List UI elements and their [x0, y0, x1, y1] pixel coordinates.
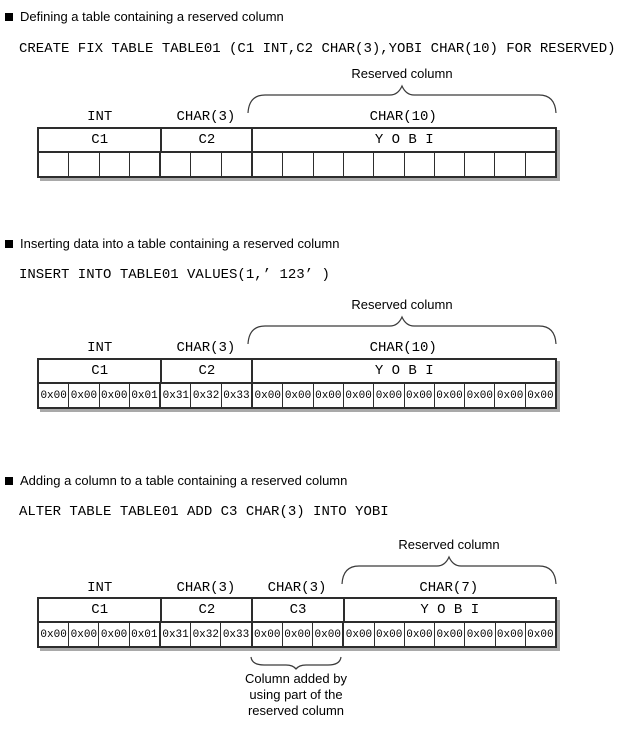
reserved-column-label: Reserved column	[398, 537, 500, 552]
sql-statement: CREATE FIX TABLE TABLE01 (C1 INT,C2 CHAR(3),YOBI CHAR(10) FOR RESERVED)	[19, 41, 616, 57]
byte-cell	[129, 153, 159, 176]
column-header-cell: C1	[91, 363, 109, 379]
type-label: CHAR(3)	[267, 580, 327, 596]
sql-statement: INSERT INTO TABLE01 VALUES(1,’ 123’ )	[19, 267, 330, 283]
byte-cell: 0x00	[99, 384, 129, 407]
byte-cell-row	[39, 153, 555, 176]
byte-cell: 0x00	[98, 623, 128, 646]
section-heading-text: Defining a table containing a reserved column	[20, 9, 284, 24]
column-header-cell: C1	[91, 132, 109, 148]
byte-cell: 0x00	[342, 623, 373, 646]
column-header-cell: C2	[160, 129, 251, 151]
section-heading	[5, 236, 339, 251]
type-label: INT	[87, 580, 113, 596]
type-label: CHAR(3)	[176, 580, 236, 596]
byte-cell	[39, 153, 68, 176]
column-header-cell: C2	[160, 599, 251, 621]
bullet-square-icon	[5, 477, 13, 485]
type-label-row	[39, 109, 555, 125]
byte-cell: 0x33	[221, 384, 251, 407]
byte-cell: 0x00	[68, 384, 98, 407]
byte-cell	[343, 153, 373, 176]
type-label: CHAR(3)	[176, 109, 236, 125]
column-header-cell: C1	[91, 602, 109, 618]
bullet-square-icon	[5, 240, 13, 248]
type-label: CHAR(3)	[176, 340, 236, 356]
byte-cell: 0x00	[251, 623, 282, 646]
byte-cell	[434, 153, 464, 176]
section-heading-text: Adding a column to a table containing a reserved column	[20, 473, 348, 488]
section-heading	[5, 473, 347, 488]
column-header-cell: C2	[160, 360, 251, 382]
column-header-cell: C3	[251, 599, 342, 621]
added-column-caption	[231, 671, 361, 719]
byte-cell: 0x00	[464, 384, 494, 407]
byte-cell: 0x00	[404, 623, 434, 646]
byte-cell	[99, 153, 129, 176]
record-layout-table	[37, 597, 557, 648]
column-header-row	[39, 129, 555, 153]
byte-cell: 0x00	[495, 623, 525, 646]
column-header-cell: Y O B I	[251, 360, 555, 382]
byte-cell: 0x00	[525, 384, 555, 407]
byte-cell: 0x00	[251, 384, 282, 407]
byte-cell: 0x31	[159, 384, 190, 407]
byte-cell: 0x32	[190, 384, 220, 407]
byte-cell: 0x00	[282, 384, 312, 407]
byte-cell: 0x00	[282, 623, 312, 646]
record-layout-table	[37, 358, 557, 409]
byte-cell	[190, 153, 220, 176]
byte-cell: 0x00	[312, 623, 342, 646]
byte-cell: 0x00	[494, 384, 524, 407]
type-label: CHAR(10)	[369, 340, 437, 356]
sql-statement: ALTER TABLE TABLE01 ADD C3 CHAR(3) INTO YOBI	[19, 504, 389, 520]
byte-cell	[221, 153, 251, 176]
column-header-row	[39, 360, 555, 384]
section-heading	[5, 9, 284, 24]
byte-cell: 0x33	[220, 623, 250, 646]
byte-cell: 0x00	[434, 623, 464, 646]
bullet-square-icon	[5, 13, 13, 21]
byte-cell	[404, 153, 434, 176]
byte-cell: 0x00	[68, 623, 98, 646]
column-header-cell: Y O B I	[343, 599, 555, 621]
type-label: INT	[87, 340, 113, 356]
type-label: CHAR(10)	[369, 109, 437, 125]
byte-cell: 0x00	[313, 384, 343, 407]
byte-cell	[464, 153, 494, 176]
byte-cell-row	[39, 384, 555, 407]
byte-cell: 0x01	[129, 623, 159, 646]
byte-cell: 0x00	[373, 384, 403, 407]
caption-line: reserved column	[247, 703, 345, 718]
reserved-column-label: Reserved column	[351, 66, 453, 81]
byte-cell	[251, 153, 282, 176]
byte-cell-row	[39, 623, 555, 646]
curly-brace-down-icon	[250, 656, 342, 670]
byte-cell	[282, 153, 312, 176]
section-heading-text: Inserting data into a table containing a reserved column	[20, 236, 340, 251]
byte-cell	[525, 153, 555, 176]
byte-cell	[373, 153, 403, 176]
type-label-row	[39, 340, 555, 356]
byte-cell	[313, 153, 343, 176]
byte-cell: 0x00	[343, 384, 373, 407]
byte-cell: 0x32	[190, 623, 220, 646]
column-header-row	[39, 599, 555, 623]
byte-cell	[68, 153, 98, 176]
byte-cell: 0x01	[129, 384, 159, 407]
byte-cell: 0x00	[525, 623, 555, 646]
byte-cell: 0x00	[404, 384, 434, 407]
byte-cell: 0x00	[434, 384, 464, 407]
byte-cell: 0x00	[374, 623, 404, 646]
byte-cell: 0x00	[40, 389, 67, 402]
byte-cell: 0x00	[40, 628, 67, 641]
reserved-column-label: Reserved column	[351, 297, 453, 312]
caption-line: using part of the	[249, 687, 343, 702]
caption-line: Column added by	[245, 671, 347, 686]
type-label: CHAR(7)	[419, 580, 479, 596]
type-label: INT	[87, 109, 113, 125]
byte-cell	[494, 153, 524, 176]
byte-cell: 0x31	[159, 623, 190, 646]
type-label-row	[39, 580, 555, 596]
record-layout-table	[37, 127, 557, 178]
byte-cell: 0x00	[464, 623, 494, 646]
column-header-cell: Y O B I	[251, 129, 555, 151]
byte-cell	[159, 153, 190, 176]
